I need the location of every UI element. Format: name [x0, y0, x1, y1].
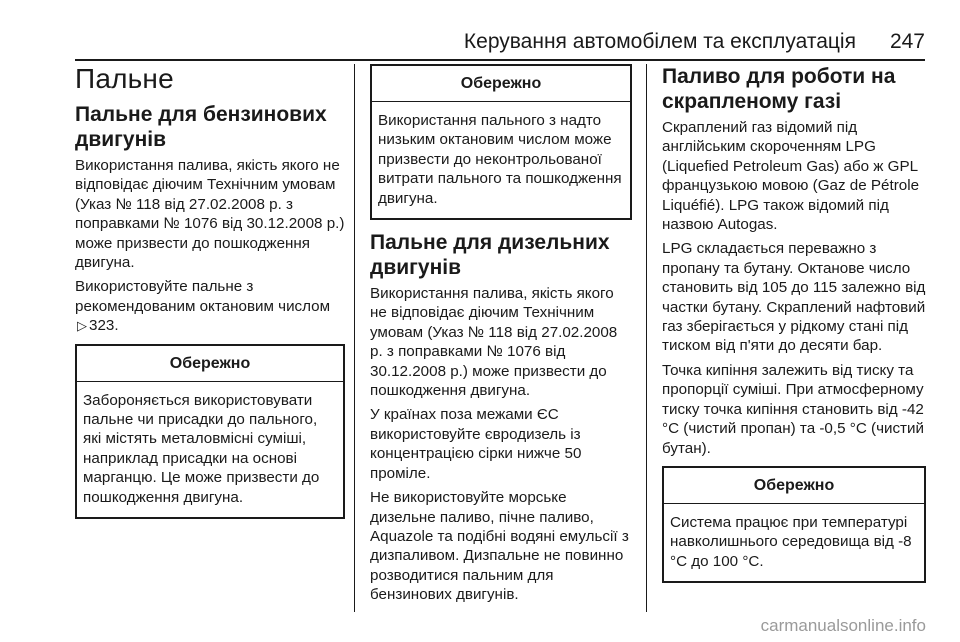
column-2 [370, 62, 632, 610]
caution-text: Використання пального з надто низьким октановим числом може призвести до неконтрольованої витрати пального та пошкодження двигуна. [378, 112, 622, 207]
page-header [75, 30, 925, 54]
paragraph-octane [75, 277, 345, 335]
paragraph: Використання палива, якість якого не відповідає діючим Технічним умовам (Указ № 118 від 27.02.2008 р. з поправками № 1076 від 30.12.2008 р.) може призвести до пошкодження двигуна. [370, 285, 618, 400]
subsection-title-petrol: Пальне для бензинових двигунів [75, 103, 327, 151]
column-divider-2 [646, 64, 647, 612]
caution-box [370, 64, 632, 220]
page-reference-icon: ▷ [77, 318, 87, 334]
paragraph: У країнах поза межами ЄС використовуйте євродизель із концентрацією сірки нижче 50 проміле. [370, 406, 582, 482]
subsection-title-lpg: Паливо для роботи на скрапленому газі [662, 65, 896, 113]
paragraph: LPG складається переважно з пропану та бутану. Октанове число становить від 105 до 115 залежно від частки бутану. Скраплений нафтовий газ зберігається у рідкому стані під тиском від п'яти до десяти бар. [662, 240, 926, 355]
column-divider-1 [354, 64, 355, 612]
page-number: 247 [889, 30, 925, 53]
caution-title: Обережно [77, 346, 343, 382]
caution-title: Обережно [664, 468, 924, 504]
column-1 [75, 62, 345, 529]
paragraph-text: Використовуйте пальне з рекомендованим октановим числом [75, 278, 331, 315]
caution-text: Забороняється використовувати пальне чи присадки до пального, які містять металовмісні суміші, наприклад присадки на основі марганцю. Це може призвести до пошкодження двигуна. [83, 391, 320, 506]
header-divider [75, 59, 925, 61]
watermark: carmanualsonline.info [760, 616, 926, 635]
caution-box [75, 344, 345, 519]
paragraph: Використання палива, якість якого не відповідає діючим Технічним умовам (Указ № 118 від 27.02.2008 р. з поправками № 1076 від 30.12.2008 р.) може призвести до пошкодження двигуна. [75, 157, 345, 272]
caution-title: Обережно [372, 66, 630, 102]
caution-text: Система працює при температурі навколишнього середовища від -8 °C до 100 °C. [670, 513, 912, 570]
paragraph: Точка кипіння залежить від тиску та пропорції суміші. При атмосферному тиску точка кипіння становить від -42 °C (чистий пропан) та -0,5 °C (чистий бутан). [662, 361, 924, 457]
page-reference-link[interactable]: 323. [89, 317, 119, 335]
caution-box [662, 466, 926, 583]
paragraph: Не використовуйте морське дизельне паливо, пічне паливо, Aquazole та подібні водяні емульсії з дизпаливом. Дизпальне не повинно розводитися пальним для бензинових двигунів. [370, 489, 629, 604]
header-title: Керування автомобілем та експлуатація [463, 30, 856, 53]
paragraph: Скраплений газ відомий під англійським скороченням LPG (Liquefied Petroleum Gas) або ж GPL французькою мовою (Gaz de Pétrole Liquéfié). LPG також відомий під назвою Autogas. [662, 119, 920, 234]
section-title: Пальне [75, 63, 174, 94]
column-3 [662, 62, 926, 593]
subsection-title-diesel: Пальне для дизельних двигунів [370, 231, 610, 280]
